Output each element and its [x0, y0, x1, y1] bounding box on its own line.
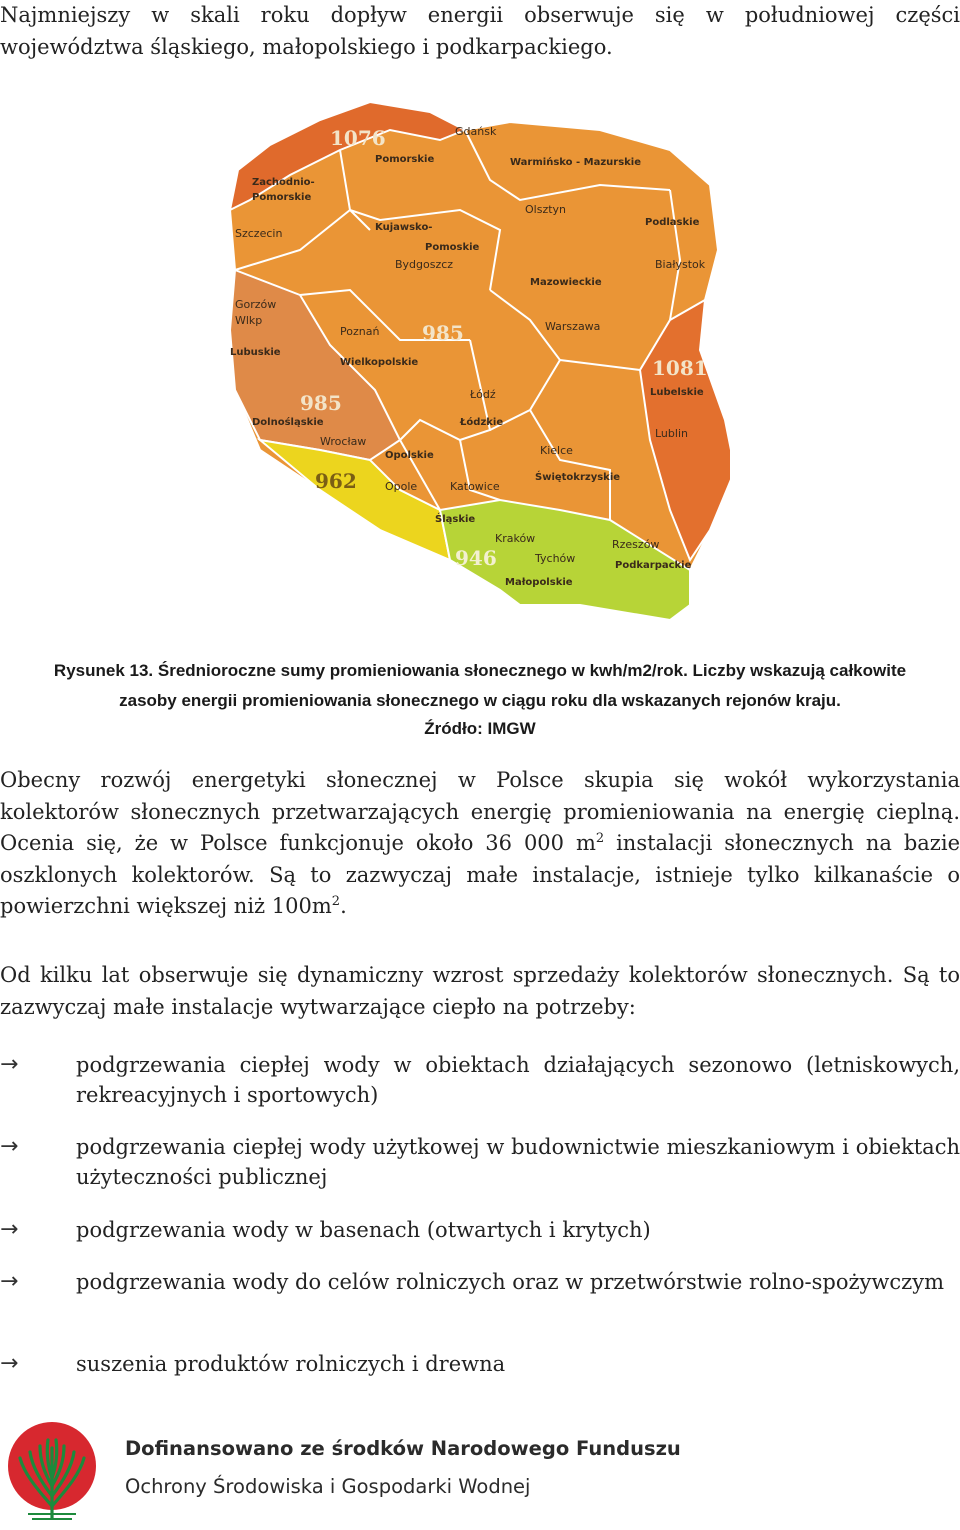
map-value-1081: 1081: [652, 356, 708, 380]
map-label-lubelskie: Lubelskie: [650, 387, 704, 398]
map-city-warszawa: Warszawa: [545, 320, 601, 333]
arrow-icon: →: [0, 1351, 19, 1376]
figure-source: Źródło: IMGW: [424, 719, 536, 738]
map-label-wielkopolskie: Wielkopolskie: [340, 357, 419, 368]
map-city-szczecin: Szczecin: [235, 227, 283, 240]
map-label-mazowieckie: Mazowieckie: [530, 277, 602, 288]
intro-paragraph: Najmniejszy w skali roku dopływ energii obserwuje się w południowej części województwa śląskiego, małopolskiego i podkarpackiego.: [0, 3, 960, 59]
map-label-lodzkie: Łódzkie: [460, 417, 504, 428]
map-label-swietokrzyskie: Świętokrzyskie: [535, 472, 621, 483]
list-item: [0, 1267, 960, 1297]
p1-text-a: Obecny rozwój energetyki słonecznej w Polsce skupia się wokół wykorzystania kolektorów słonecznych przetwarzających energię promieniowania na energię cieplną. Ocenia się, że w Polsce funkcjonuje około 36 000 m: [0, 768, 960, 855]
map-city-bydgoszcz: Bydgoszcz: [395, 258, 454, 271]
map-city-lublin: Lublin: [655, 427, 688, 440]
map-value-962: 962: [315, 469, 357, 493]
map-city-kielce: Kielce: [540, 444, 573, 457]
map-city-olsztyn: Olsztyn: [525, 203, 567, 216]
map-label-zachodnio-b: Pomorskie: [252, 192, 312, 203]
map-value-1076: 1076: [330, 126, 386, 150]
map-value-946: 946: [455, 546, 497, 570]
map-label-slaskie: Śląskie: [435, 514, 476, 525]
map-value-985-center: 985: [422, 321, 464, 345]
paragraph-sales-growth: Od kilku lat obserwuje się dynamiczny wzrost sprzedaży kolektorów słonecznych. Są to zazwyczaj małe instalacje wytwarzające ciepło na potrzeby:: [0, 963, 960, 1019]
map-label-podlaskie: Podlaskie: [645, 217, 700, 228]
list-item: [0, 1349, 960, 1379]
p1-superscript-1: 2: [595, 831, 605, 846]
map-svg: [200, 90, 730, 625]
list-item-text: podgrzewania wody w basenach (otwartych i krytych): [76, 1218, 651, 1242]
map-city-katowice: Katowice: [450, 480, 500, 493]
map-city-krakow: Kraków: [495, 532, 536, 545]
map-label-malopolskie: Małopolskie: [505, 577, 573, 588]
list-item-text: podgrzewania ciepłej wody użytkowej w budownictwie mieszkaniowym i obiektach użyteczności publicznej: [76, 1135, 960, 1189]
p1-text-c: .: [340, 894, 347, 918]
map-city-poznan: Poznań: [340, 325, 380, 338]
figure-caption-line1: Rysunek 13. Średnioroczne sumy promieniowania słonecznego w kwh/m2/rok. Liczby wskazują całkowite: [53, 661, 907, 680]
list-item-text: podgrzewania wody do celów rolniczych oraz w przetwórstwie rolno-spożywczym: [76, 1270, 944, 1294]
arrow-icon: →: [0, 1052, 19, 1077]
arrow-icon: →: [0, 1134, 19, 1159]
map-city-gorzow-a: Gorzów: [235, 298, 277, 311]
footer-funding-line2: Ochrony Środowiska i Gospodarki Wodnej: [125, 1475, 531, 1498]
arrow-icon: →: [0, 1269, 19, 1294]
logo-green-tree: [20, 1440, 84, 1518]
map-label-kujawsko-a: Kujawsko-: [375, 222, 433, 233]
map-label-kujawsko-b: Pomoskie: [425, 242, 480, 253]
map-label-warminsko: Warmińsko - Mazurskie: [510, 157, 642, 168]
map-label-pomorskie: Pomorskie: [375, 154, 435, 165]
footer-funding: [0, 1412, 960, 1530]
map-city-rzeszow: Rzeszów: [612, 538, 660, 551]
map-label-opolskie: Opolskie: [385, 450, 434, 461]
list-item: [0, 1050, 960, 1110]
arrow-icon: →: [0, 1217, 19, 1242]
map-city-gorzow-b: Wlkp: [235, 314, 263, 327]
map-city-bialystok: Białystok: [655, 258, 706, 271]
map-city-opole: Opole: [385, 480, 418, 493]
map-city-gdansk: Gdańsk: [455, 125, 497, 138]
map-city-wroclaw: Wrocław: [320, 435, 367, 448]
list-item: [0, 1132, 960, 1192]
footer-funding-line1: Dofinansowano ze środków Narodowego Funduszu: [125, 1437, 681, 1460]
map-label-dolnoslaskie: Dolnośląskie: [252, 417, 324, 428]
nfosigw-logo: [6, 1418, 98, 1522]
poland-solar-map: [200, 90, 730, 625]
map-value-985-west: 985: [300, 391, 342, 415]
map-label-lubuskie: Lubuskie: [230, 347, 281, 358]
list-item: [0, 1215, 960, 1245]
figure-caption-line2: zasoby energii promieniowania słonecznego w ciągu roku dla wskazanych rejonów kraju.: [119, 691, 841, 710]
paragraph-solar-development: [0, 765, 960, 923]
map-city-lodz: Łódź: [470, 388, 496, 401]
map-city-tychow: Tychów: [535, 552, 576, 565]
p1-superscript-2: 2: [331, 894, 341, 909]
map-label-zachodnio-a: Zachodnio-: [252, 177, 315, 188]
list-item-text: podgrzewania ciepłej wody w obiektach działających sezonowo (letniskowych, rekreacyjnych i sportowych): [76, 1053, 960, 1107]
map-label-podkarpackie: Podkarpackie: [615, 560, 692, 571]
p1-text-b: instalacji słonecznych na bazie oszklonych kolektorów. Są to zazwyczaj małe instalacje, istnieje tylko kilkanaście o powierzchni większej niż 100m: [0, 831, 960, 918]
list-item-text: suszenia produktów rolniczych i drewna: [76, 1352, 506, 1376]
